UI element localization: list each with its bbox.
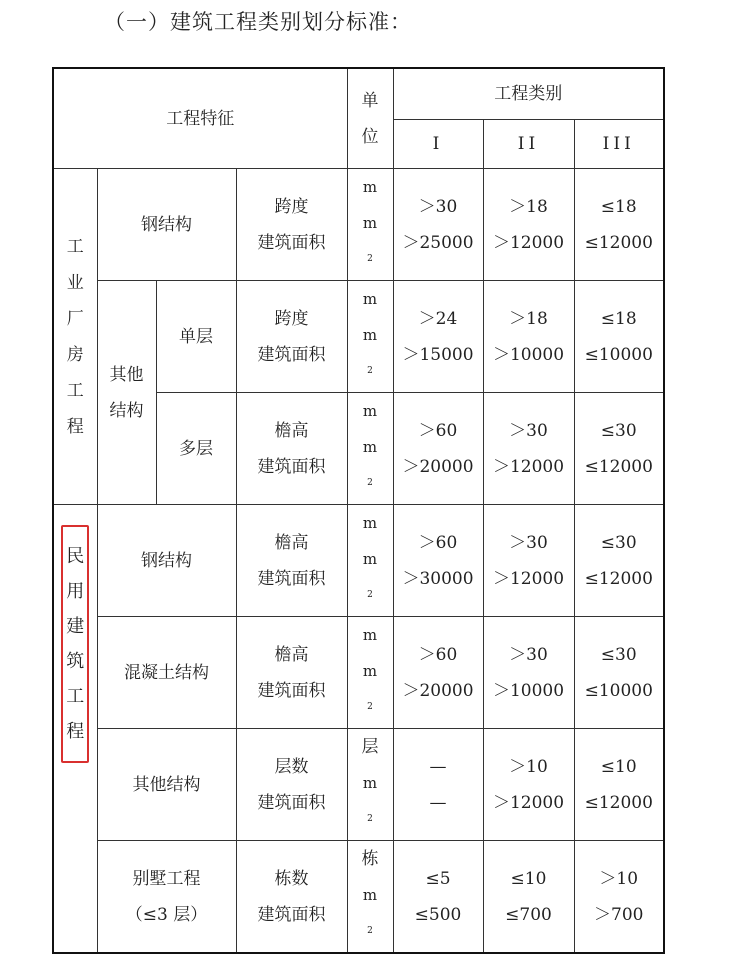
class-1-cell: ≤5 ≤500 bbox=[393, 841, 483, 954]
header-feature: 工程特征 bbox=[53, 68, 347, 169]
class-2-cell: ＞30 ＞10000 bbox=[483, 617, 574, 729]
class-2-cell: ＞30 ＞12000 bbox=[483, 505, 574, 617]
structure-name: 钢结构 bbox=[97, 505, 236, 617]
unit-cell: m m $^2$ bbox=[347, 617, 393, 729]
class-1-cell: — — bbox=[393, 729, 483, 841]
structure-name: 别墅工程 （≤3 层） bbox=[97, 841, 236, 954]
civil-label-highlight-box: 民 用 建 筑 工 程 bbox=[61, 525, 89, 763]
class-3-cell: ≤10 ≤12000 bbox=[574, 729, 664, 841]
class-3-cell: ≤30 ≤10000 bbox=[574, 617, 664, 729]
header-category: 工程类别 bbox=[393, 68, 664, 120]
table-row bbox=[53, 505, 664, 617]
class-3-cell: ≤18 ≤12000 bbox=[574, 169, 664, 281]
class-1-cell: ＞60 ＞30000 bbox=[393, 505, 483, 617]
unit-cell: m m $^2$ bbox=[347, 393, 393, 505]
unit-cell: m m $^2$ bbox=[347, 281, 393, 393]
class-1-cell: ＞30 ＞25000 bbox=[393, 169, 483, 281]
civil-label bbox=[53, 505, 97, 954]
unit-cell: 层 m $^2$ bbox=[347, 729, 393, 841]
metric-cell: 跨度 建筑面积 bbox=[236, 281, 347, 393]
class-1-cell: ＞24 ＞15000 bbox=[393, 281, 483, 393]
table-row bbox=[53, 729, 664, 841]
metric-cell: 檐高 建筑面积 bbox=[236, 505, 347, 617]
metric-cell: 檐高 建筑面积 bbox=[236, 617, 347, 729]
table-row bbox=[53, 281, 664, 393]
class-3-cell: ≤30 ≤12000 bbox=[574, 505, 664, 617]
unit-cell: 栋 m $^2$ bbox=[347, 841, 393, 954]
table-row bbox=[53, 617, 664, 729]
class-3-cell: ≤18 ≤10000 bbox=[574, 281, 664, 393]
header-unit: 单 位 bbox=[347, 68, 393, 169]
section-heading: （一）建筑工程类别划分标准： bbox=[104, 10, 412, 34]
table-row bbox=[53, 841, 664, 954]
header-class-2: II bbox=[483, 120, 574, 169]
class-2-cell: ＞30 ＞12000 bbox=[483, 393, 574, 505]
sub-structure-name: 单层 bbox=[156, 281, 236, 393]
class-3-cell: ＞10 ＞700 bbox=[574, 841, 664, 954]
metric-cell: 栋数 建筑面积 bbox=[236, 841, 347, 954]
metric-cell: 檐高 建筑面积 bbox=[236, 393, 347, 505]
metric-cell: 层数 建筑面积 bbox=[236, 729, 347, 841]
class-2-cell: ≤10 ≤700 bbox=[483, 841, 574, 954]
class-2-cell: ＞18 ＞12000 bbox=[483, 169, 574, 281]
sub-structure-name: 多层 bbox=[156, 393, 236, 505]
metric-cell: 跨度 建筑面积 bbox=[236, 169, 347, 281]
classification-table bbox=[52, 67, 665, 954]
table-row bbox=[53, 169, 664, 281]
structure-name: 其他结构 bbox=[97, 729, 236, 841]
class-1-cell: ＞60 ＞20000 bbox=[393, 617, 483, 729]
other-structure-label: 其他 结构 bbox=[97, 281, 156, 505]
industrial-label: 工 业 厂 房 工 程 bbox=[53, 169, 97, 505]
structure-name: 钢结构 bbox=[97, 169, 236, 281]
header-class-1: I bbox=[393, 120, 483, 169]
unit-cell: m m $^2$ bbox=[347, 505, 393, 617]
class-3-cell: ≤30 ≤12000 bbox=[574, 393, 664, 505]
header-class-3: III bbox=[574, 120, 664, 169]
unit-cell: m m $^2$ bbox=[347, 169, 393, 281]
class-2-cell: ＞18 ＞10000 bbox=[483, 281, 574, 393]
class-1-cell: ＞60 ＞20000 bbox=[393, 393, 483, 505]
class-2-cell: ＞10 ＞12000 bbox=[483, 729, 574, 841]
structure-name: 混凝土结构 bbox=[97, 617, 236, 729]
